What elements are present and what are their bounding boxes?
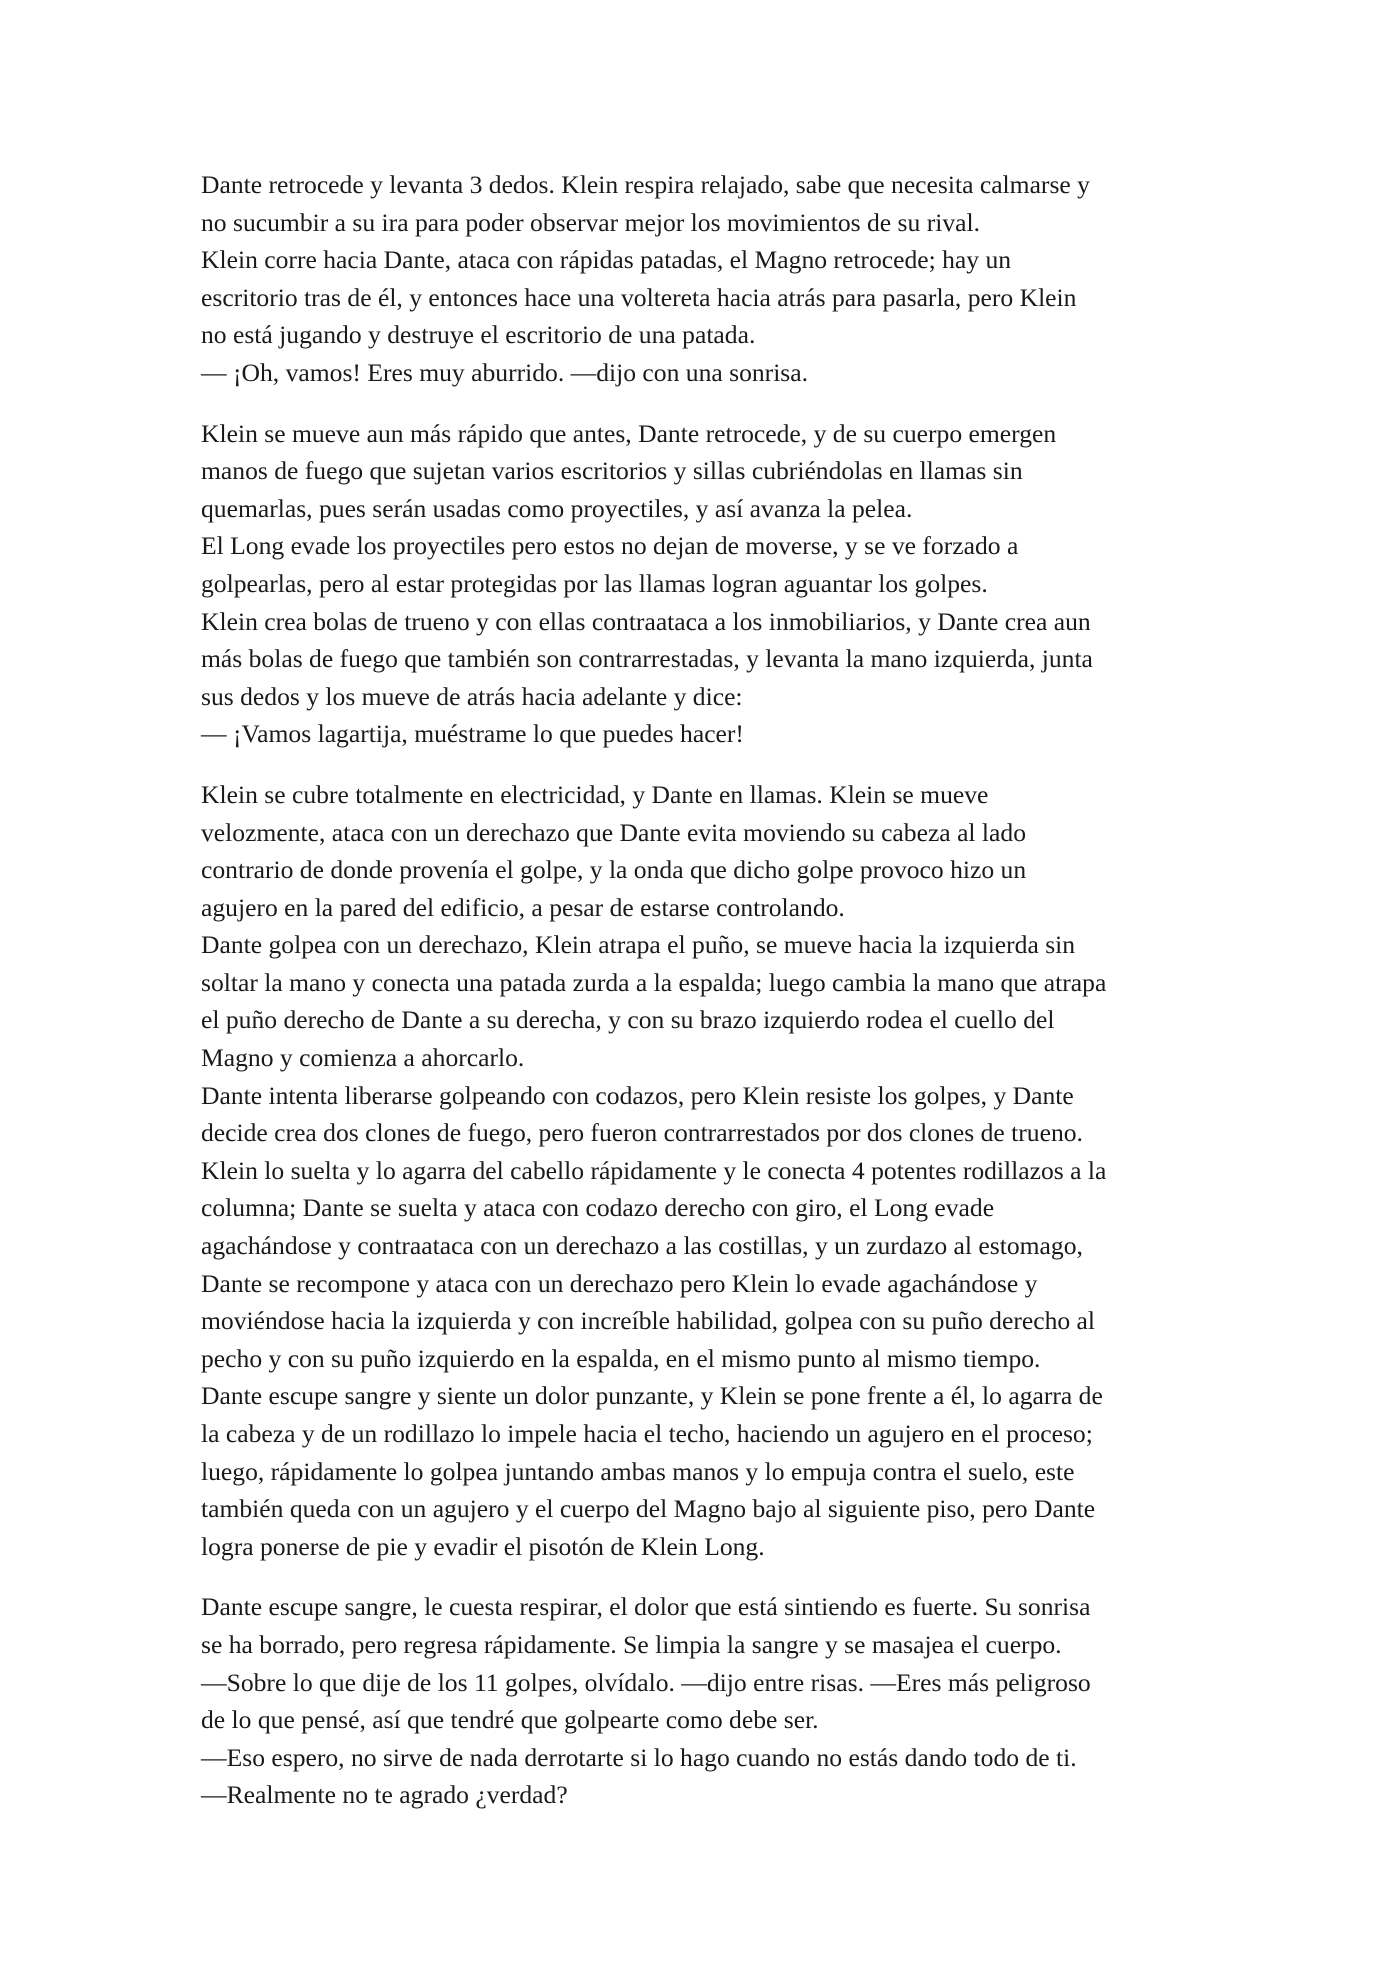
text-line: columna; Dante se suelta y ataca con codazo derecho con giro, el Long evade xyxy=(201,1193,995,1223)
text-line: contrario de donde provenía el golpe, y la onda que dicho golpe provoco hizo un xyxy=(201,855,1027,885)
text-line: manos de fuego que sujetan varios escritorios y sillas cubriéndolas en llamas sin xyxy=(201,456,1023,486)
text-line: Dante escupe sangre, le cuesta respirar, el dolor que está sintiendo es fuerte. Su sonrisa xyxy=(201,1592,1091,1622)
text-line: golpearlas, pero al estar protegidas por las llamas logran aguantar los golpes. xyxy=(201,568,988,598)
paragraph-block xyxy=(201,776,1211,1565)
text-line: Dante se recompone y ataca con un derechazo pero Klein lo evade agachándose y xyxy=(201,1268,1038,1298)
text-line: quemarlas, pues serán usadas como proyectiles, y así avanza la pelea. xyxy=(201,493,913,523)
document-body xyxy=(201,166,1211,1814)
text-line: — ¡Oh, vamos! Eres muy aburrido. —dijo con una sonrisa. xyxy=(201,357,809,387)
text-line: más bolas de fuego que también son contrarrestadas, y levanta la mano izquierda, junta xyxy=(201,644,1093,674)
text-line: no sucumbir a su ira para poder observar mejor los movimientos de su rival. xyxy=(201,207,980,237)
text-line: Dante intenta liberarse golpeando con codazos, pero Klein resiste los golpes, y Dante xyxy=(201,1080,1074,1110)
text-line: Magno y comienza a ahorcarlo. xyxy=(201,1043,525,1073)
text-line: luego, rápidamente lo golpea juntando ambas manos y lo empuja contra el suelo, este xyxy=(201,1456,1075,1486)
text-line: moviéndose hacia la izquierda y con increíble habilidad, golpea con su puño derecho al xyxy=(201,1306,1096,1336)
text-line: también queda con un agujero y el cuerpo del Magno bajo al siguiente piso, pero Dante xyxy=(201,1494,1096,1524)
text-line: Klein lo suelta y lo agarra del cabello rápidamente y le conecta 4 potentes rodillazos a la xyxy=(201,1155,1107,1185)
text-line: Klein se mueve aun más rápido que antes, Dante retrocede, y de su cuerpo emergen xyxy=(201,418,1057,448)
text-line: Dante golpea con un derechazo, Klein atrapa el puño, se mueve hacia la izquierda sin xyxy=(201,930,1076,960)
text-line: —Realmente no te agrado ¿verdad? xyxy=(201,1780,568,1810)
text-line: velozmente, ataca con un derechazo que Dante evita moviendo su cabeza al lado xyxy=(201,817,1026,847)
text-line: se ha borrado, pero regresa rápidamente. Se limpia la sangre y se masajea el cuerpo. xyxy=(201,1629,1062,1659)
text-line: Klein crea bolas de trueno y con ellas contraataca a los inmobiliarios, y Dante crea aun xyxy=(201,606,1091,636)
text-line: decide crea dos clones de fuego, pero fueron contrarrestados por dos clones de trueno. xyxy=(201,1118,1083,1148)
text-line: —Eso espero, no sirve de nada derrotarte si lo hago cuando no estás dando todo de ti. xyxy=(201,1742,1077,1772)
text-line: de lo que pensé, así que tendré que golpearte como debe ser. xyxy=(201,1705,819,1735)
text-line: logra ponerse de pie y evadir el pisotón de Klein Long. xyxy=(201,1531,765,1561)
text-line: — ¡Vamos lagartija, muéstrame lo que puedes hacer! xyxy=(201,719,744,749)
text-line: el puño derecho de Dante a su derecha, y con su brazo izquierdo rodea el cuello del xyxy=(201,1005,1055,1035)
text-line: agachándose y contraataca con un derechazo a las costillas, y un zurdazo al estomago, xyxy=(201,1231,1083,1261)
text-line: El Long evade los proyectiles pero estos no dejan de moverse, y se ve forzado a xyxy=(201,531,1019,561)
paragraph-block xyxy=(201,166,1211,392)
text-line: escritorio tras de él, y entonces hace una voltereta hacia atrás para pasarla, pero Klein xyxy=(201,282,1077,312)
text-line: soltar la mano y conecta una patada zurda a la espalda; luego cambia la mano que atrapa xyxy=(201,967,1107,997)
text-line: Klein corre hacia Dante, ataca con rápidas patadas, el Magno retrocede; hay un xyxy=(201,245,1012,275)
text-line: no está jugando y destruye el escritorio de una patada. xyxy=(201,320,756,350)
text-line: Dante retrocede y levanta 3 dedos. Klein respira relajado, sabe que necesita calmarse y xyxy=(201,170,1090,199)
text-line: sus dedos y los mueve de atrás hacia adelante y dice: xyxy=(201,681,743,711)
text-line: pecho y con su puño izquierdo en la espalda, en el mismo punto al mismo tiempo. xyxy=(201,1343,1041,1373)
text-line: la cabeza y de un rodillazo lo impele hacia el techo, haciendo un agujero en el proceso; xyxy=(201,1419,1093,1448)
text-line: Klein se cubre totalmente en electricidad, y Dante en llamas. Klein se mueve xyxy=(201,779,989,809)
text-line: —Sobre lo que dije de los 11 golpes, olvídalo. —dijo entre risas. —Eres más peligroso xyxy=(201,1667,1091,1697)
text-line: agujero en la pared del edificio, a pesar de estarse controlando. xyxy=(201,892,845,922)
paragraph-block xyxy=(201,1588,1211,1814)
text-line: Dante escupe sangre y siente un dolor punzante, y Klein se pone frente a él, lo agarra de xyxy=(201,1381,1103,1411)
paragraph-block xyxy=(201,415,1211,753)
